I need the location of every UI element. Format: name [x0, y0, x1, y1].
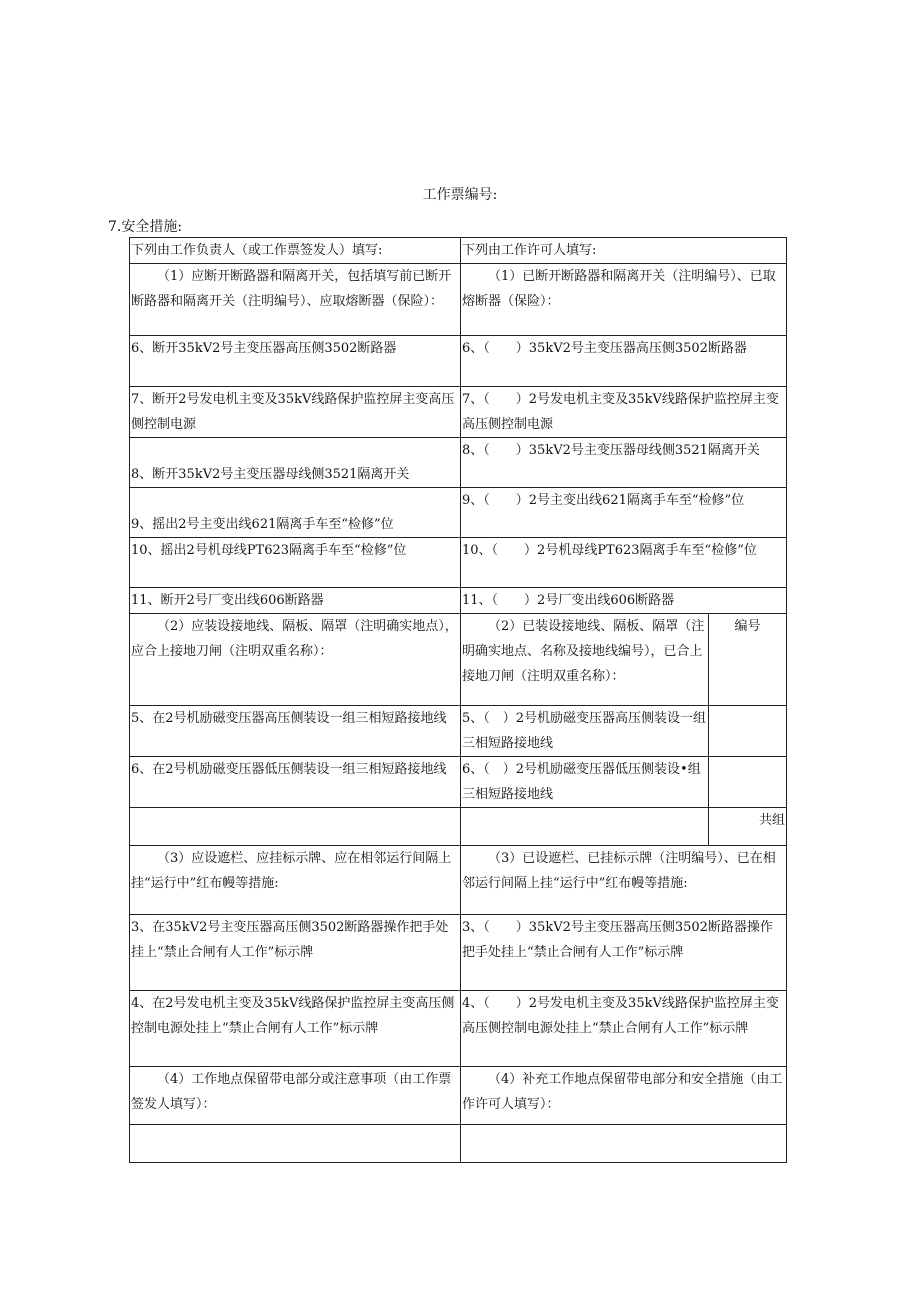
- part3-left-intro: （3）应设遮栏、应挂标示牌、应在相邻运行间隔上挂“运行中”红布幔等措施:: [130, 846, 461, 915]
- required-measure-cell: 5、在2号机励磁变压器高压侧装设一组三相短路接地线: [130, 706, 461, 757]
- table-row: [130, 757, 787, 808]
- left-column-header: 下列由工作负责人（或工作票签发人）填写:: [130, 238, 461, 264]
- ground-wire-number-cell[interactable]: [709, 706, 787, 757]
- empty-cell: [130, 808, 461, 846]
- required-measure-cell: 8、断开35kV2号主变压器母线侧3521隔离开关: [130, 438, 461, 488]
- completed-measure-cell: 6、（ ）35kV2号主变压器高压侧3502断路器: [461, 336, 787, 387]
- completed-measure-cell: 3、（ ）35kV2号主变压器高压侧3502断路器操作把手处挂上“禁止合闸有人工作”标示牌: [461, 915, 787, 991]
- section-title: 7.安全措施:: [108, 219, 183, 235]
- required-measure-cell: 9、摇出2号主变出线621隔离手车至“检修”位: [130, 488, 461, 538]
- completed-measure-cell: 5、（ ）2号机励磁变压器高压侧装设一组三相短路接地线: [461, 706, 709, 757]
- required-measure-cell: 6、断开35kV2号主变压器高压侧3502断路器: [130, 336, 461, 387]
- live-parts-notes-field[interactable]: [130, 1125, 461, 1163]
- part4-left-intro: （4）工作地点保留带电部分或注意事项（由工作票签发人填写）：: [130, 1067, 461, 1125]
- part1-intro-row: [130, 264, 787, 336]
- table-header-row: [130, 238, 787, 264]
- table-row: [130, 438, 787, 488]
- part2-left-intro: （2）应装设接地线、隔板、隔罩（注明确实地点），应合上接地刀闸（注明双重名称）：: [130, 614, 461, 706]
- required-measure-cell: 4、在2号发电机主变及35kV线路保护监控屏主变高压侧控制电源处挂上“禁止合闸有人工作”标示牌: [130, 991, 461, 1067]
- required-measure-cell: 11、断开2号厂变出线606断路器: [130, 588, 461, 614]
- completed-measure-cell: 6、（ ）2号机励磁变压器低压侧装设•组三相短路接地线: [461, 757, 709, 808]
- part3-intro-row: [130, 846, 787, 915]
- part1-left-intro: （1）应断开断路器和隔离开关，包括填写前已断开断路器和隔离开关（注明编号）、应取熔断器（保险）：: [130, 264, 461, 336]
- part2-right-intro: （2）已装设接地线、隔板、隔罩（注明确实地点、名称及接地线编号），已合上接地刀闸（注明双重名称）：: [461, 614, 709, 706]
- part1-right-intro: （1）已断开断路器和隔离开关（注明编号）、已取熔断器（保险）：: [461, 264, 787, 336]
- part3-right-intro: （3）已设遮栏、已挂标示牌（注明编号）、已在相邻运行间隔上挂“运行中”红布幔等措施:: [461, 846, 787, 915]
- number-column-header: 编号: [709, 614, 787, 706]
- empty-cell: [461, 808, 709, 846]
- ground-wire-number-cell[interactable]: [709, 757, 787, 808]
- required-measure-cell: 6、在2号机励磁变压器低压侧装设一组三相短路接地线: [130, 757, 461, 808]
- right-column-header: 下列由工作许可人填写:: [461, 238, 787, 264]
- table-row: [130, 706, 787, 757]
- table-row: [130, 488, 787, 538]
- table-row: [130, 915, 787, 991]
- ticket-number-label: 工作票编号:: [422, 187, 498, 203]
- part4-fill-row: [130, 1125, 787, 1163]
- completed-measure-cell: 4、（ ）2号发电机主变及35kV线路保护监控屏主变高压侧控制电源处挂上“禁止合闸有人工作”标示牌: [461, 991, 787, 1067]
- part4-intro-row: [130, 1067, 787, 1125]
- part4-right-intro: （4）补充工作地点保留带电部分和安全措施（由工作许可人填写）：: [461, 1067, 787, 1125]
- total-count-label: 共组: [709, 808, 787, 846]
- completed-measure-cell: 11、（ ）2号厂变出线606断路器: [461, 588, 787, 614]
- table-row: [130, 336, 787, 387]
- required-measure-cell: 7、断开2号发电机主变及35kV线路保护监控屏主变高压侧控制电源: [130, 387, 461, 438]
- table-row: [130, 387, 787, 438]
- safety-measures-table: [129, 237, 787, 1163]
- completed-measure-cell: 10、（ ）2号机母线PT623隔离手车至“检修”位: [461, 538, 787, 588]
- part2-intro-row: [130, 614, 787, 706]
- required-measure-cell: 3、在35kV2号主变压器高压侧3502断路器操作把手处挂上“禁止合闸有人工作”标示牌: [130, 915, 461, 991]
- total-row: [130, 808, 787, 846]
- supplementary-measures-field[interactable]: [461, 1125, 787, 1163]
- required-measure-cell: 10、摇出2号机母线PT623隔离手车至“检修”位: [130, 538, 461, 588]
- table-row: [130, 538, 787, 588]
- completed-measure-cell: 9、（ ）2号主变出线621隔离手车至“检修”位: [461, 488, 787, 538]
- completed-measure-cell: 7、（ ）2号发电机主变及35kV线路保护监控屏主变高压侧控制电源: [461, 387, 787, 438]
- table-row: [130, 991, 787, 1067]
- table-row: [130, 588, 787, 614]
- completed-measure-cell: 8、（ ）35kV2号主变压器母线侧3521隔离开关: [461, 438, 787, 488]
